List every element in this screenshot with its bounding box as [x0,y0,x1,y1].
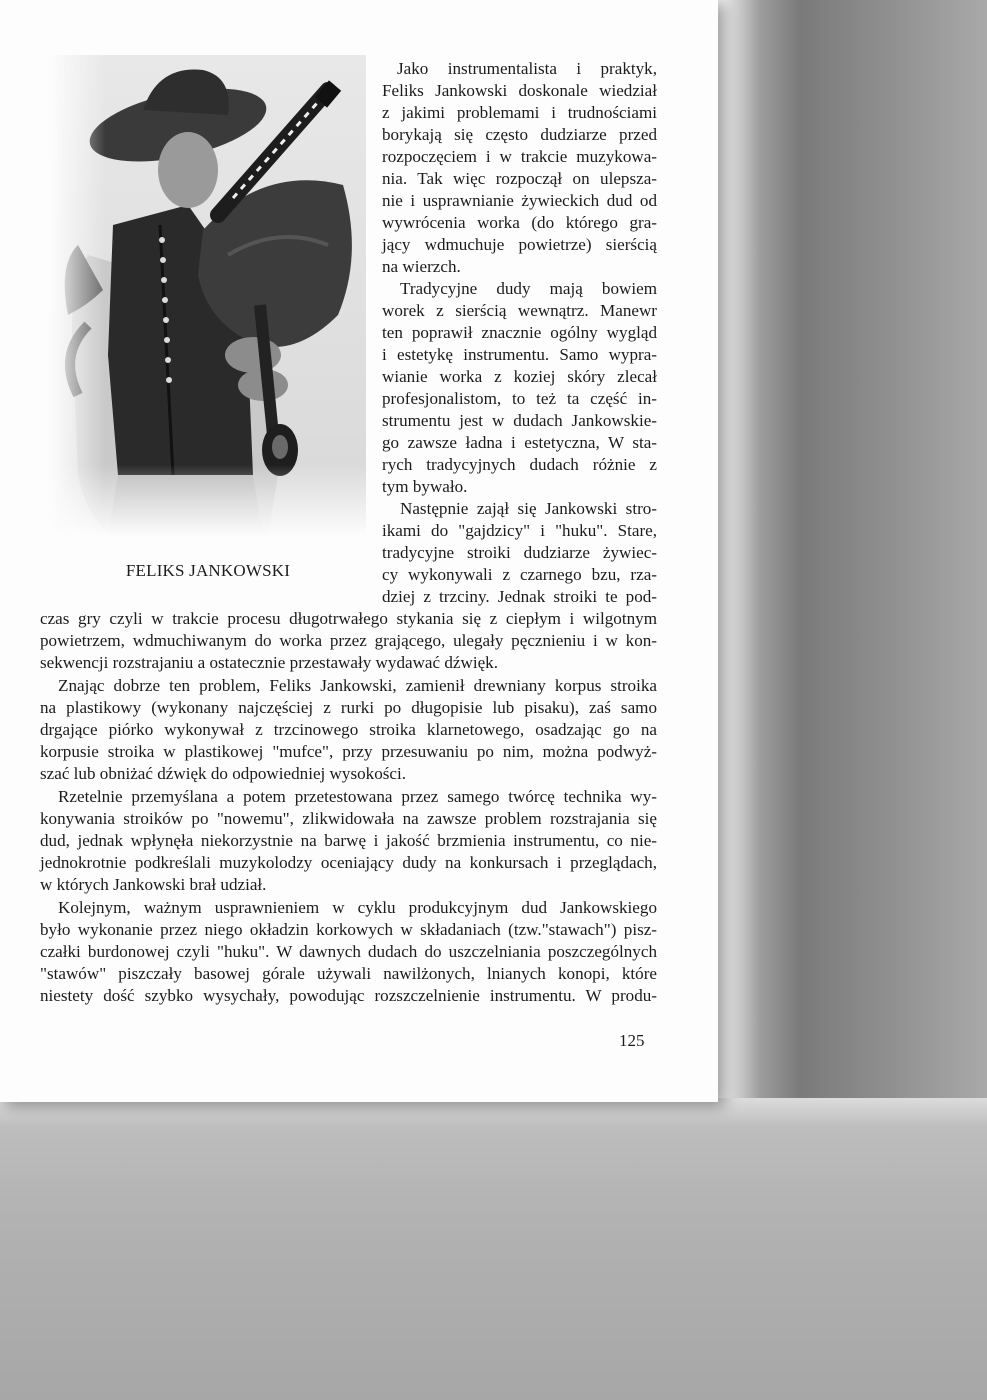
text-line: sekwencji rozstrajaniu a ostatecznie przestawały wydawać dźwięk. [40,653,499,672]
text-line: Kolejnym, ważnym usprawnieniem w cyklu produkcyjnym dud Jankowskiego [58,898,657,917]
text-line: czas gry czyli w trakcie procesu długotrwałego stykania się z ciepłym i wilgotnym [40,609,657,628]
text-line: wywrócenia worka (do którego gra- [382,213,657,232]
text-line: Rzetelnie przemyślana a potem przetestowana przez samego twórcę technika wy- [58,787,657,806]
text-line: korpusie stroika w plastikowej "mufce", przy przesuwaniu po nim, można podwyż- [40,742,657,761]
text-line: czałki burdonowej czyli "huku". W dawnych dudach do uszczelniania poszczególnych [40,942,657,961]
text-line: rozpoczęciem i w trakcie muzykowa- [382,147,657,166]
text-line: strumentu jest w dudach Jankowskie- [382,411,657,430]
scanner-bed-bottom [0,1098,987,1400]
text-line: drgające piórko wykonywał z trzcinowego stroika klarnetowego, osadzając go na [40,720,657,739]
text-line: tym bywało. [382,477,468,496]
text-line: na wierzch. [382,257,461,276]
text-line: było wykonanie przez niego okładzin korkowych w składaniach (tzw."stawach") pisz- [40,920,657,939]
text-line: jący wdmuchuje powietrze) sierścią [382,235,657,254]
text-line: nie i usprawnianie żywieckich dud od [382,191,657,210]
text-line: "stawów" piszczały basowej górale używali nawilżonych, lnianych konopi, które [40,964,657,983]
text-line: ikami do "gajdzicy" i "huku". Stare, [382,521,657,540]
text-line: z jakimi problemami i trudnościami [382,103,657,122]
text-line: Feliks Jankowski doskonale wiedział [382,81,657,100]
text-line: Znając dobrze ten problem, Feliks Jankowski, zamienił drewniany korpus stroika [58,676,657,695]
text-line: szać lub obniżać dźwięk do odpowiedniej wysokości. [40,764,406,783]
text-line: Jako instrumentalista i praktyk, [397,59,657,78]
text-line: niestety dość szybko wysychały, powodując rozszczelnienie instrumentu. W produ- [40,986,657,1005]
photo-bagpiper [48,55,366,537]
text-line: tradycyjne stroiki dudziarze żywiec- [382,543,657,562]
text-line: Następnie zajął się Jankowski stro- [400,499,657,518]
text-line: wianie worka z koziej skóry zlecał [382,367,657,386]
text-line: nia. Tak więc rozpoczął on ulepsza- [382,169,657,188]
text-line: worek z sierścią wewnątrz. Manewr [382,301,657,320]
photo-caption: FELIKS JANKOWSKI [125,561,291,580]
text-line: ten poprawił znacznie ogólny wygląd [382,323,657,342]
text-line: powietrzem, wdmuchiwanym do worka przez grającego, ulegały pęcznieniu i w kon- [40,631,657,650]
text-line: dud, jednak wpłynęła niekorzystnie na barwę i jakość brzmienia instrumentu, co nie- [40,831,657,850]
text-line: jednokrotnie podkreślali muzykolodzy oceniający dudy na konkursach i przeglądach, [40,853,657,872]
text-line: go zawsze ładna i estetyczna, W sta- [382,433,657,452]
text-line: borykają się często dudziarze przed [382,125,657,144]
text-line: dziej z trzciny. Jednak stroiki te pod- [382,587,657,606]
text-line: na plastikowy (wykonany najczęściej z rurki po długopisie lub pisaku), zaś samo [40,698,657,717]
text-line: cy wykonywali z czarnego bzu, rza- [382,565,657,584]
text-line: rych tradycyjnych dudach różnie z [382,455,657,474]
text-line: konywania stroików po "nowemu", zlikwidowała na zawsze problem rozstrajania się [40,809,657,828]
text-line: profesjonalistom, to też ta część in- [382,389,657,408]
text-line: Tradycyjne dudy mają bowiem [400,279,657,298]
page-number: 125 [619,1031,645,1050]
text-line: w których Jankowski brał udział. [40,875,267,894]
text-line: i estetykę instrumentu. Samo wypra- [382,345,657,364]
